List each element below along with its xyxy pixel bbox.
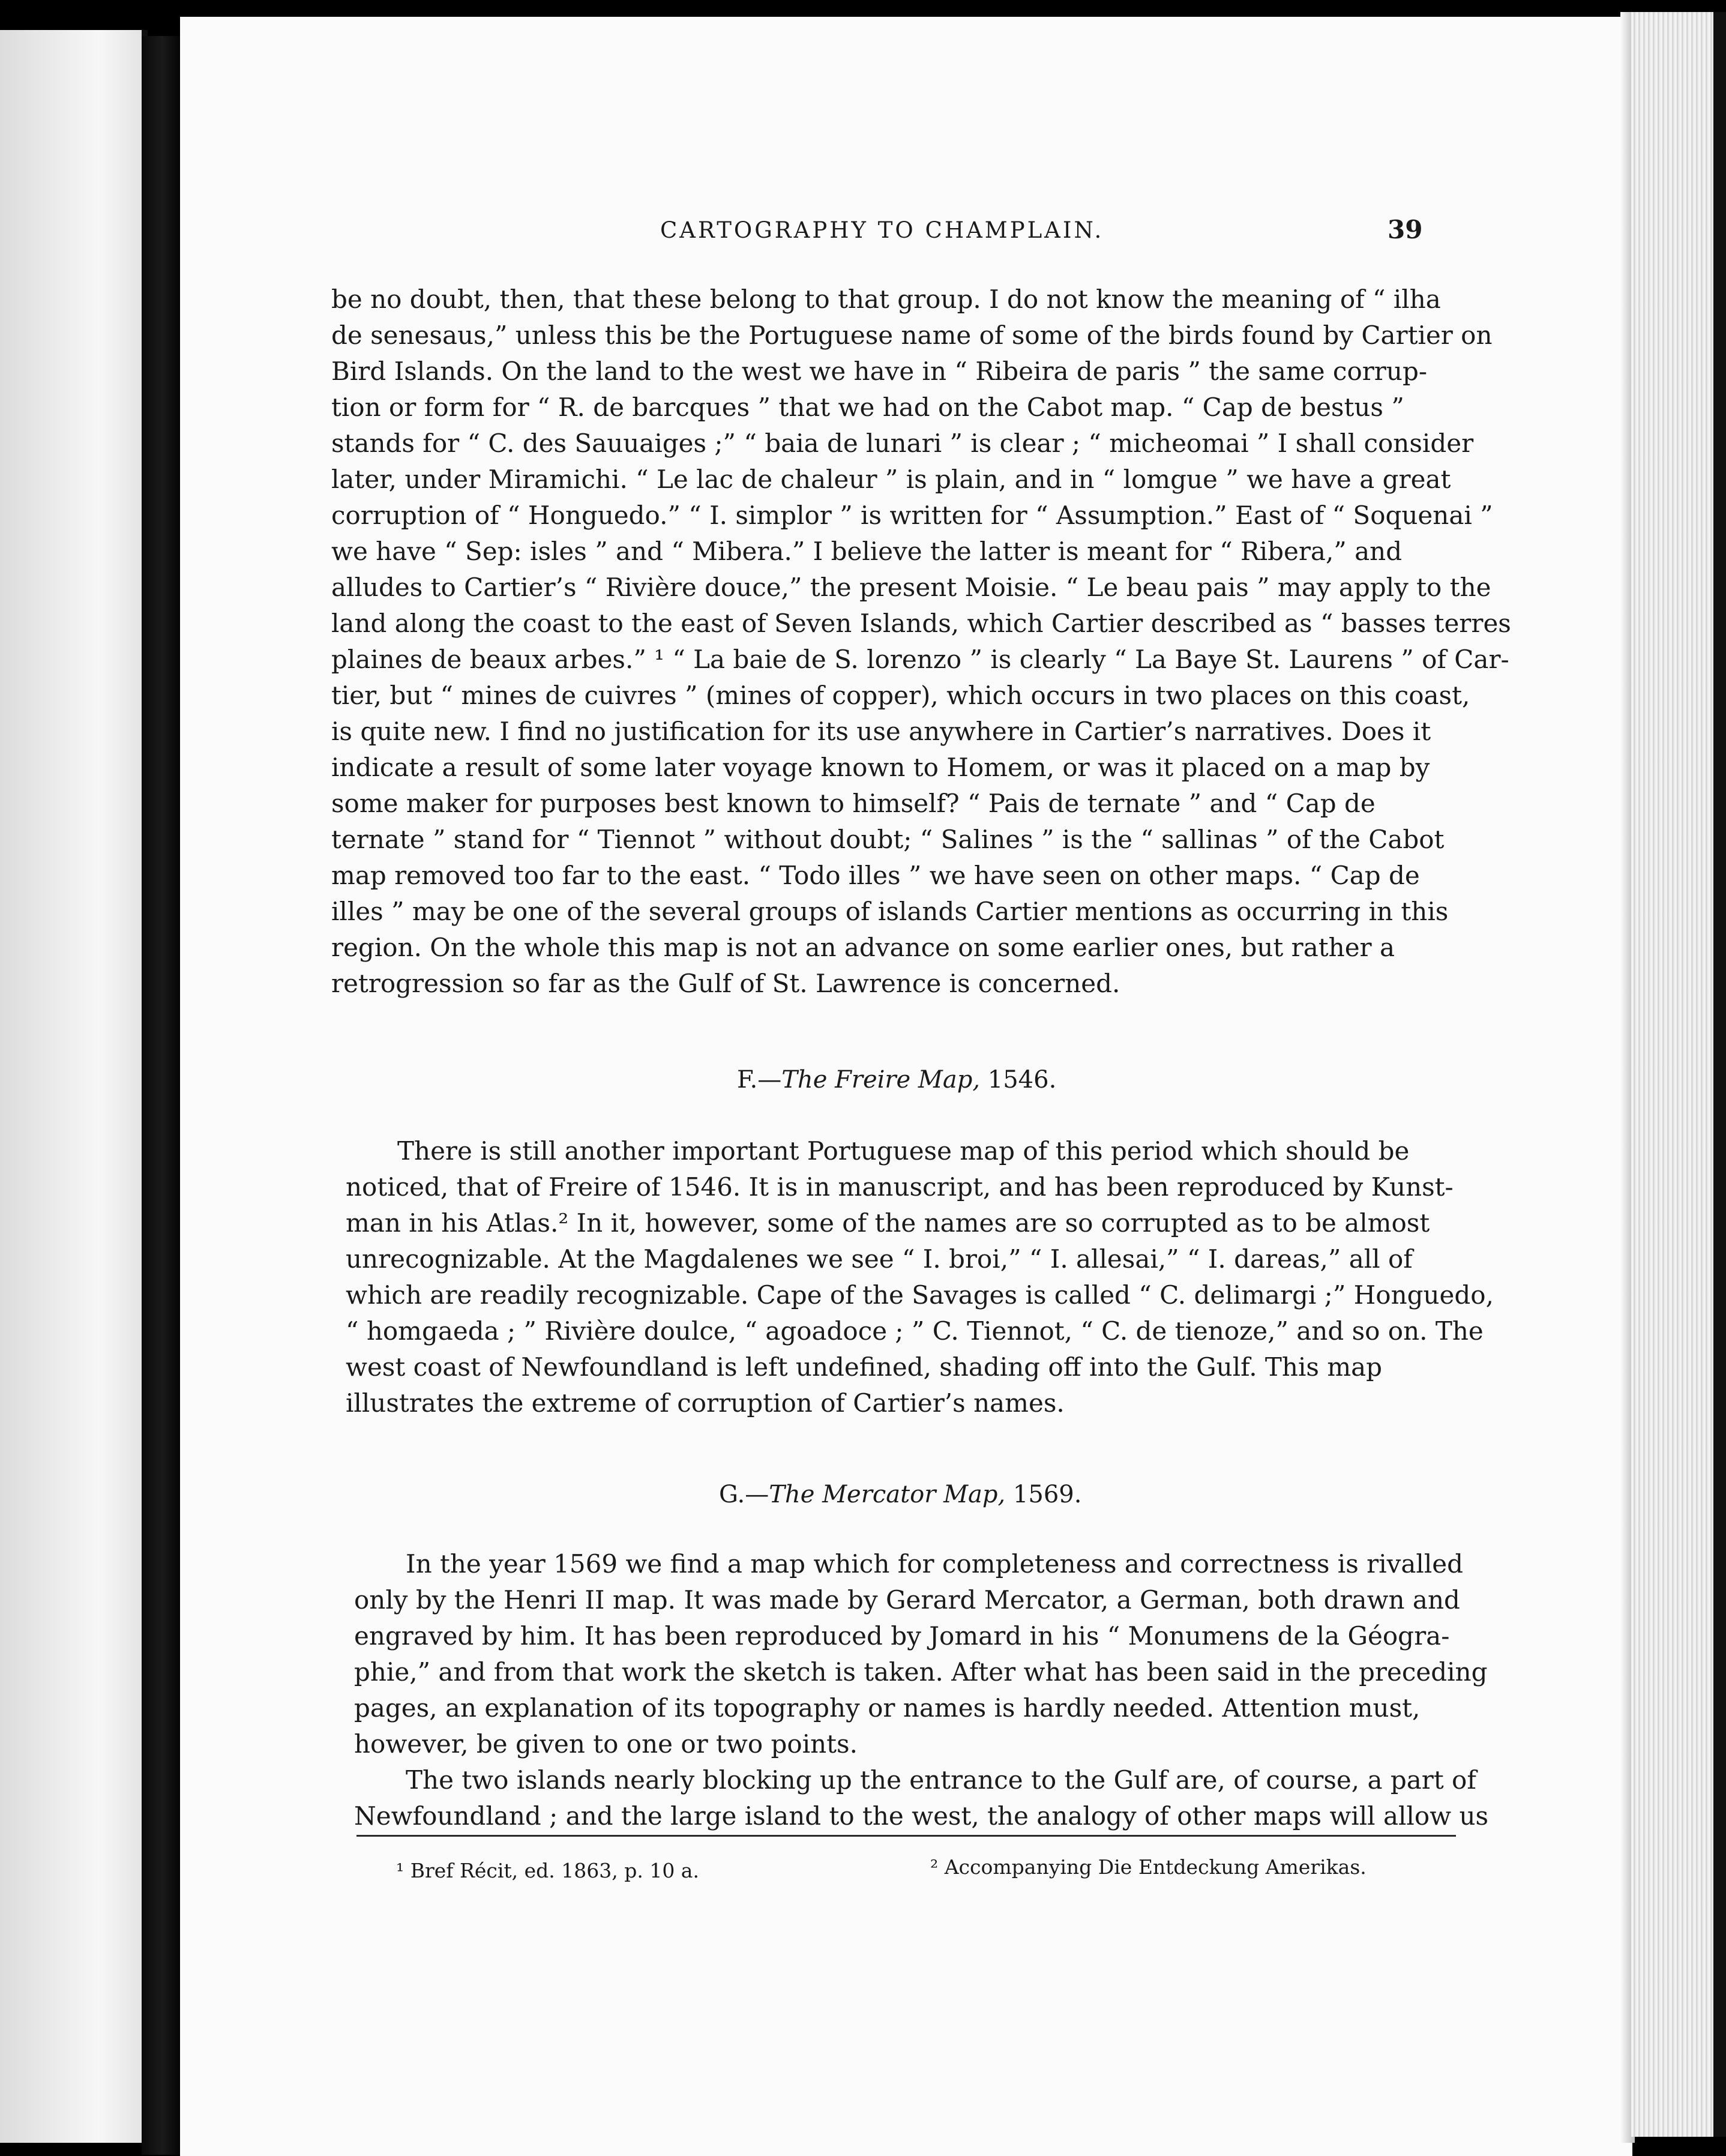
text-line: illustrates the extreme of corruption of Cartier’s names. [346,1388,1065,1418]
heading-title: The Freire Map, [781,1066,981,1094]
text-line: retrogression so far as the Gulf of St. Lawrence is concerned. [331,969,1120,998]
text-line: alludes to Cartier’s “ Rivière douce,” the present Moisie. “ Le beau pais ” may apply to the [331,573,1491,602]
text-line: man in his Atlas.² In it, however, some of the names are so corrupted as to be almost [346,1208,1430,1238]
book-gutter [142,36,184,2155]
text-line: map removed too far to the east. “ Todo illes ” we have seen on other maps. “ Cap de [331,861,1420,890]
text-line: only by the Henri II map. It was made by Gerard Mercator, a German, both drawn and [354,1585,1460,1615]
running-title: CARTOGRAPHY TO CHAMPLAIN. [660,217,1104,243]
text-line: The two islands nearly blocking up the entrance to the Gulf are, of course, a part of [406,1765,1476,1795]
left-page-edge [0,30,148,2143]
section-heading-mercator [719,1483,1081,1507]
text-line: corruption of “ Honguedo.” “ I. simplor ” is written for “ Assumption.” East of “ Soquenai ” [331,501,1493,530]
heading-year: 1546. [980,1066,1057,1094]
text-line: Newfoundland ; and the large island to the west, the analogy of other maps will allow us [354,1801,1489,1831]
text-line: pages, an explanation of its topography or names is hardly needed. Attention must, [354,1693,1421,1723]
text-line: tion or form for “ R. de barcques ” that we had on the Cabot map. “ Cap de bestus ” [331,393,1404,422]
section-heading-freire [737,1068,1056,1092]
footnote-2: ² Accompanying Die Entdeckung Amerikas. [930,1855,1367,1879]
heading-title: The Mercator Map, [769,1481,1006,1508]
text-line: region. On the whole this map is not an advance on some earlier ones, but rather a [331,933,1395,962]
text-line: Bird Islands. On the land to the west we have in “ Ribeira de paris ” the same corrup- [331,357,1428,386]
footnote-1: ¹ Bref Récit, ed. 1863, p. 10 a. [396,1859,699,1882]
text-line: de senesaus,” unless this be the Portuguese name of some of the birds found by Cartier on [331,321,1493,350]
text-line: engraved by him. It has been reproduced by Jomard in his “ Monumens de la Géogra- [354,1621,1450,1651]
text-line: which are readily recognizable. Cape of the Savages is called “ C. delimargi ;” Honguedo, [346,1280,1494,1310]
text-line: ternate ” stand for “ Tiennot ” without doubt; “ Salines ” is the “ sallinas ” of the Cabot [331,825,1445,854]
text-line: however, be given to one or two points. [354,1729,858,1759]
text-line: In the year 1569 we find a map which for completeness and correctness is rivalled [406,1549,1464,1579]
text-line: unrecognizable. At the Magdalenes we see “ I. broi,” “ I. allesai,” “ I. dareas,” all of [346,1244,1413,1274]
text-line: west coast of Newfoundland is left undefined, shading off into the Gulf. This map [346,1352,1383,1382]
text-line: later, under Miramichi. “ Le lac de chaleur ” is plain, and in “ lomgue ” we have a great [331,465,1451,494]
text-line: be no doubt, then, that these belong to that group. I do not know the meaning of “ ilha [331,285,1441,314]
text-line: some maker for purposes best known to himself? “ Pais de ternate ” and “ Cap de [331,789,1376,818]
heading-prefix: F.— [737,1066,782,1094]
page-number: 39 [1388,215,1423,244]
heading-prefix: G.— [719,1481,769,1508]
page-edge-stack [1631,12,1726,2137]
text-line: tier, but “ mines de cuivres ” (mines of copper), which occurs in two places on this coast, [331,681,1470,710]
page-edge-border [1713,12,1726,2137]
text-line: noticed, that of Freire of 1546. It is in manuscript, and has been reproduced by Kunst- [346,1172,1454,1202]
text-line: illes ” may be one of the several groups of islands Cartier mentions as occurring in this [331,897,1449,926]
text-line: stands for “ C. des Sauuaiges ;” “ baia de lunari ” is clear ; “ micheomai ” I shall consider [331,429,1474,458]
text-line: phie,” and from that work the sketch is taken. After what has been said in the preceding [354,1657,1488,1687]
text-line: we have “ Sep: isles ” and “ Mibera.” I believe the latter is meant for “ Ribera,” and [331,537,1403,566]
footnote-rule [356,1835,1456,1837]
text-line: There is still another important Portuguese map of this period which should be [397,1136,1410,1166]
text-line: land along the coast to the east of Seven Islands, which Cartier described as “ basses terres [331,609,1511,638]
text-line: plaines de beaux arbes.” ¹ “ La baie de S. lorenzo ” is clearly “ La Baye St. Laurens ” of Car- [331,645,1509,674]
text-line: indicate a result of some later voyage known to Homem, or was it placed on a map by [331,753,1430,782]
text-line: is quite new. I find no justification for its use anywhere in Cartier’s narratives. Does it [331,717,1431,746]
text-line: “ homgaeda ; ” Rivière doulce, “ agoadoce ; ” C. Tiennot, “ C. de tienoze,” and so on. The [346,1316,1484,1346]
heading-year: 1569. [1005,1481,1082,1508]
